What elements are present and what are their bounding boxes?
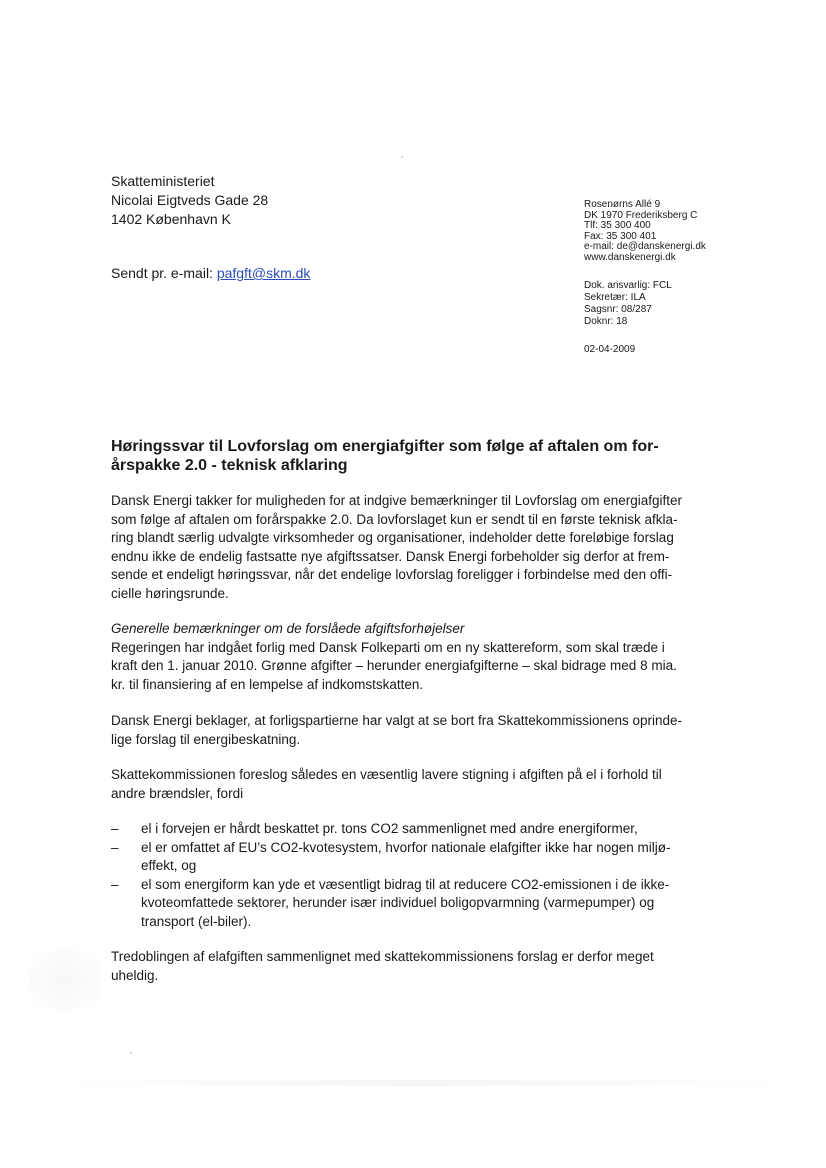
text-line: kr. til finansiering af en lempelse af indkomstskatten. (111, 676, 424, 692)
email-link[interactable]: pafgft@skm.dk (216, 265, 311, 281)
text-line: el som energiform kan yde et væsentligt bidrag til at reducere CO2-emissionen i de ikke- (141, 876, 670, 892)
commission-paragraph (111, 766, 725, 803)
text-line: Tredoblingen af elafgiften sammenlignet med skattekommissionens forslag er derfor meget (111, 949, 654, 964)
recipient-address (111, 172, 268, 229)
letter-title (111, 437, 716, 475)
sender-address (584, 200, 706, 264)
sent-label: Sendt pr. e-mail: (111, 265, 217, 281)
text-line: el er omfattet af EU’s CO2-kvotesystem, hvorfor nationale elafgifter ikke har nogen miljø- (141, 839, 671, 855)
recipient-line: Nicolai Eigtveds Gade 28 (111, 192, 269, 208)
recipient-line: Skatteministeriet (111, 173, 215, 189)
sender-line: Fax: 35 300 401 (584, 230, 657, 242)
text-line: el i forvejen er hårdt beskattet pr. tons CO2 sammenlignet med andre energiformer, (141, 821, 638, 836)
text-line: cielle høringsrunde. (111, 585, 229, 601)
reasons-list (111, 820, 725, 931)
meta-line: Sekretær: ILA (584, 292, 646, 303)
text-line: som følge af aftalen om forårspakke 2.0. Da lovforslaget kun er sendt til en første teknisk afkla- (111, 511, 678, 527)
text-line: lige forslag til energibeskatning. (111, 731, 301, 747)
text-line: transport (el-biler). (141, 913, 252, 929)
conclusion-paragraph (111, 948, 725, 985)
text-line: Dansk Energi takker for muligheden for at indgive bemærkninger til Lovforslag om energiafgifter (111, 493, 683, 508)
bullet-dash: – (111, 821, 119, 836)
text-line: sende et endeligt høringssvar, når det endelige lovforslag foreligger i forbindelse med den offi- (111, 567, 673, 582)
regret-paragraph (111, 712, 725, 749)
text-line: effekt, og (141, 858, 197, 873)
text-line: Regeringen har indgået forlig med Dansk Folkeparti om en ny skattereform, som skal træde i (111, 639, 665, 655)
meta-line: Doknr: 18 (584, 316, 628, 327)
text-line: Dansk Energi beklager, at forligspartierne har valgt at se bort fra Skattekommissionens oprinde- (111, 713, 683, 728)
bullet-dash: – (111, 839, 119, 855)
sender-line: Rosenørns Allé 9 (584, 199, 661, 210)
text-line: ring blandt særlig udvalgte virksomheder og organisationer, indeholder dette foreløbige forslag (111, 530, 674, 545)
sender-line: Tlf: 35 300 400 (584, 220, 651, 232)
text-line: kvoteomfattede sektorer, herunder især individuel boligopvarmning (varmepumper) og (141, 895, 655, 910)
scan-speck (130, 1052, 132, 1054)
section-subheading: Generelle bemærkninger om de forslåede afgiftsforhøjelser (111, 621, 465, 636)
scan-bleedthrough (60, 1080, 780, 1086)
title-line: årspakke 2.0 - teknisk afklaring (111, 457, 348, 474)
scan-speck (401, 156, 403, 158)
meta-line: Dok. ansvarlig: FCL (584, 280, 672, 291)
sender-line: e-mail: de@danskenergi.dk (584, 241, 706, 253)
text-line: andre brændsler, fordi (111, 785, 244, 801)
text-line: uheldig. (111, 967, 159, 983)
bullet-dash: – (111, 876, 119, 892)
sender-line: www.danskenergi.dk (584, 251, 676, 263)
text-line: kraft den 1. januar 2010. Grønne afgifter – herunder energiafgifterne – skal bidrage med 8 mia. (111, 658, 677, 673)
intro-paragraph (111, 492, 725, 603)
title-line: Høringssvar til Lovforslag om energiafgifter som følge af aftalen om for- (111, 438, 659, 455)
sent-by-email (111, 265, 310, 281)
letter-date: 02-04-2009 (584, 344, 636, 355)
list-item (111, 876, 725, 932)
scan-artifact (30, 950, 100, 1010)
recipient-line: 1402 København K (111, 211, 231, 227)
list-item (111, 820, 725, 839)
meta-line: Sagsnr: 08/287 (584, 304, 652, 315)
sender-line: DK 1970 Frederiksberg C (584, 209, 698, 221)
document-meta (584, 280, 672, 328)
general-remarks-section (111, 620, 725, 694)
list-item (111, 839, 725, 876)
text-line: endnu ikke de endelig fastsatte nye afgiftssatser. Dansk Energi forbeholder sig derfor at frem- (111, 548, 670, 564)
text-line: Skattekommissionen foreslog således en væsentlig lavere stigning i afgiften på el i forhold til (111, 767, 662, 782)
